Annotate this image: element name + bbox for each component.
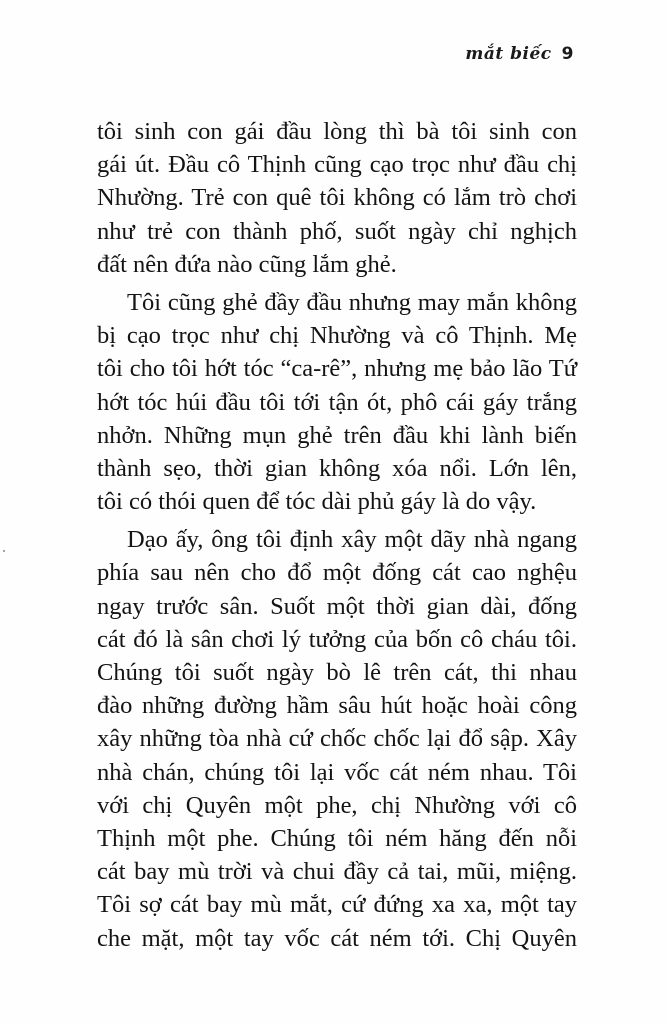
text-line: Thịnh một phe. Chúng tôi ném hăng đến nỗi — [97, 824, 577, 852]
text-line: hớt tóc húi đầu tôi tới tận ót, phô cái gáy trắng — [97, 388, 577, 416]
text-line: cát đó là sân chơi lý tưởng của bốn cô cháu tôi. — [97, 625, 577, 653]
text-line: phía sau nên cho đổ một đống cát cao nghệu — [97, 559, 577, 587]
text-line: ngay trước sân. Suốt một thời gian dài, đống — [97, 592, 577, 620]
text-line: Dạo ấy, ông tôi định xây một dãy nhà ngang — [127, 526, 577, 554]
body-text — [97, 115, 577, 960]
text-line: đào những đường hầm sâu hút hoặc hoài công — [97, 692, 577, 720]
text-line: Tôi sợ cát bay mù mắt, cứ đứng xa xa, một tay — [97, 891, 577, 919]
text-line: với chị Quyên một phe, chị Nhường với cô — [97, 791, 577, 819]
paragraph-2 — [97, 286, 577, 518]
running-title: mắt biếc — [465, 44, 552, 64]
text-line: tôi có thói quen để tóc dài phủ gáy là do vậy. — [97, 488, 537, 516]
text-line: thành sẹo, thời gian không xóa nổi. Lớn lên, — [97, 454, 577, 482]
running-header — [465, 44, 574, 64]
paragraph-1 — [97, 115, 577, 281]
text-line: nhởn. Những mụn ghẻ trên đầu khi lành biến — [97, 421, 577, 449]
text-line: như trẻ con thành phố, suốt ngày chỉ nghịch — [97, 217, 577, 245]
page-number: 9 — [561, 44, 574, 64]
text-line: bị cạo trọc như chị Nhường và cô Thịnh. Mẹ — [97, 322, 577, 350]
text-line: Nhường. Trẻ con quê tôi không có lắm trò chơi — [97, 184, 577, 212]
text-line: xây những tòa nhà cứ chốc chốc lại đổ sập. Xây — [97, 725, 577, 753]
text-line: Chúng tôi suốt ngày bò lê trên cát, thi nhau — [97, 659, 577, 686]
text-line: tôi sinh con gái đầu lòng thì bà tôi sinh con — [97, 118, 577, 145]
text-line: cát bay mù trời và chui đầy cả tai, mũi, miệng. — [97, 858, 577, 886]
scan-speck — [3, 550, 5, 552]
text-line: Tôi cũng ghẻ đầy đầu nhưng may mắn không — [127, 288, 577, 316]
text-line: gái út. Đầu cô Thịnh cũng cạo trọc như đầu chị — [97, 151, 577, 179]
text-line: tôi cho tôi hớt tóc “ca-rê”, nhưng mẹ bảo lão Tứ — [97, 355, 577, 383]
text-line: che mặt, một tay vốc cát ném tới. Chị Quyên — [97, 924, 577, 952]
text-line: nhà chán, chúng tôi lại vốc cát ném nhau. Tôi — [97, 758, 577, 786]
paragraph-3 — [97, 523, 577, 954]
text-line: đất nên đứa nào cũng lắm ghẻ. — [97, 250, 397, 278]
